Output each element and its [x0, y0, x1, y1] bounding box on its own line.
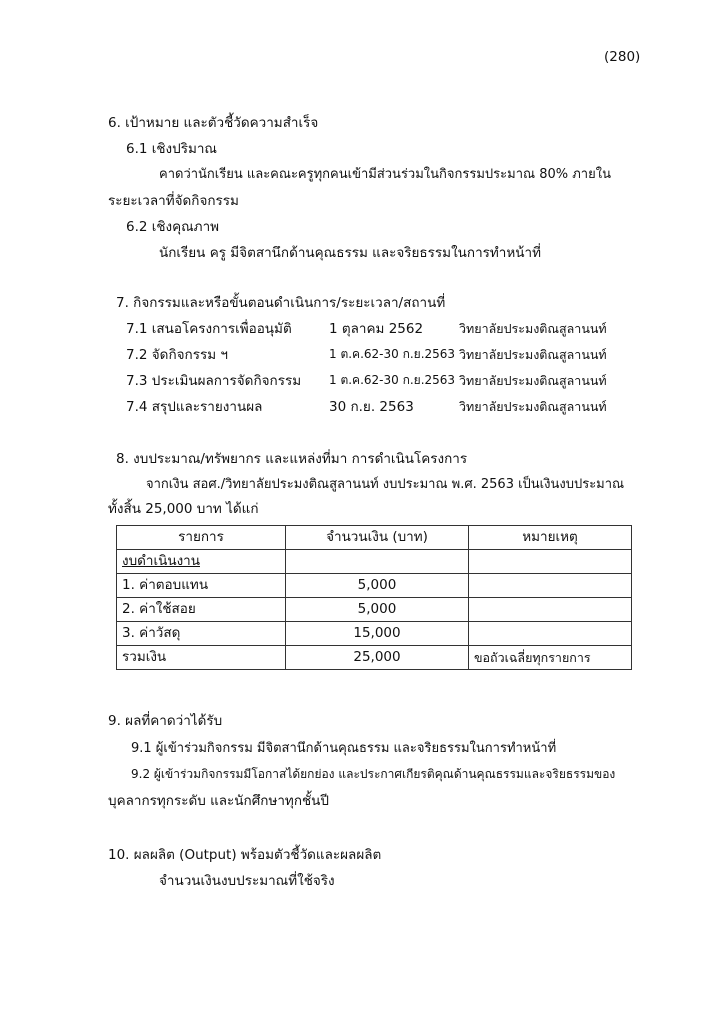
table-cell — [286, 550, 469, 574]
section-8-line2: ทั้งสิ้น 25,000 บาท ได้แก่ — [108, 501, 259, 517]
activity-name: 7.1 เสนอโครงการเพื่ออนุมัติ — [126, 321, 292, 337]
section-10-heading: 10. ผลผลิต (Output) พร้อมตัวชี้วัดและผลผลิต — [108, 847, 382, 863]
row-item: 2. ค่าใช้สอย — [117, 598, 286, 622]
row-amount: 5,000 — [286, 574, 469, 598]
column-header-amount: จำนวนเงิน (บาท) — [286, 526, 469, 550]
table-total-row — [117, 646, 632, 670]
table-row — [117, 574, 632, 598]
section-10-line1: จำนวนเงินงบประมาณที่ใช้จริง — [159, 873, 335, 889]
section-6-2-heading: 6.2 เชิงคุณภาพ — [126, 219, 220, 235]
activity-place: วิทยาลัยประมงติณสูลานนท์ — [459, 399, 607, 414]
activity-place: วิทยาลัยประมงติณสูลานนท์ — [459, 347, 607, 362]
section-8-line1: จากเงิน สอศ./วิทยาลัยประมงติณสูลานนท์ งบประมาณ พ.ศ. 2563 เป็นเงินงบประมาณ — [146, 477, 625, 492]
activity-place: วิทยาลัยประมงติณสูลานนท์ — [459, 373, 607, 388]
activity-place: วิทยาลัยประมงติณสูลานนท์ — [459, 321, 607, 336]
section-6-1-heading: 6.1 เชิงปริมาณ — [126, 141, 217, 157]
section-9-heading: 9. ผลที่คาดว่าได้รับ — [108, 713, 223, 729]
section-9-1-line: 9.1 ผู้เข้าร่วมกิจกรรม มีจิตสานึกด้านคุณธรรม และจริยธรรมในการทำหน้าที่ — [131, 741, 557, 756]
table-group-row — [117, 550, 632, 574]
row-note — [469, 574, 632, 598]
section-6-1-line2: ระยะเวลาที่จัดกิจกรรม — [108, 193, 239, 209]
table-header-row — [117, 526, 632, 550]
table-cell — [469, 550, 632, 574]
row-item: 3. ค่าวัสดุ — [117, 622, 286, 646]
total-note: ขอถัวเฉลี่ยทุกรายการ — [469, 646, 632, 670]
table-row — [117, 598, 632, 622]
activity-period: 30 ก.ย. 2563 — [329, 399, 414, 415]
total-amount: 25,000 — [286, 646, 469, 670]
row-amount: 15,000 — [286, 622, 469, 646]
section-9-2-line2: บุคลากรทุกระดับ และนักศึกษาทุกชั้นปี — [108, 793, 329, 809]
section-6-2-line: นักเรียน ครู มีจิตสานึกด้านคุณธรรม และจริยธรรมในการทำหน้าที่ — [159, 245, 541, 261]
activity-name: 7.2 จัดกิจกรรม ฯ — [126, 347, 228, 363]
activity-period: 1 ต.ค.62-30 ก.ย.2563 — [329, 373, 456, 387]
row-note — [469, 622, 632, 646]
budget-table — [116, 525, 632, 670]
group-label — [117, 550, 286, 574]
section-6-heading: 6. เป้าหมาย และตัวชี้วัดความสำเร็จ — [108, 115, 319, 131]
section-8-heading: 8. งบประมาณ/ทรัพยากร และแหล่งที่มา การดำเนินโครงการ — [116, 451, 468, 467]
column-header-item: รายการ — [117, 526, 286, 550]
activity-name: 7.4 สรุปและรายงานผล — [126, 399, 263, 415]
section-7-heading: 7. กิจกรรมและหรือขั้นตอนดำเนินการ/ระยะเวลา/สถานที่ — [116, 295, 446, 311]
section-9-2-line1: 9.2 ผู้เข้าร่วมกิจกรรมมีโอกาสได้ยกย่อง และประกาศเกียรติคุณด้านคุณธรรมและจริยธรรมของ — [131, 767, 616, 781]
section-6-1-line1: คาดว่านักเรียน และคณะครูทุกคนเข้ามีส่วนร่วมในกิจกรรมประมาณ 80% ภายใน — [159, 167, 611, 182]
page-number: (280) — [604, 49, 641, 65]
row-item: 1. ค่าตอบแทน — [117, 574, 286, 598]
column-header-note: หมายเหตุ — [469, 526, 632, 550]
activity-name: 7.3 ประเมินผลการจัดกิจกรรม — [126, 373, 302, 389]
table-row — [117, 622, 632, 646]
row-amount: 5,000 — [286, 598, 469, 622]
total-label: รวมเงิน — [117, 646, 286, 670]
activity-period: 1 ตุลาคม 2562 — [329, 321, 424, 337]
group-label-text: งบดำเนินงาน — [122, 553, 200, 570]
activity-period: 1 ต.ค.62-30 ก.ย.2563 — [329, 347, 456, 361]
row-note — [469, 598, 632, 622]
